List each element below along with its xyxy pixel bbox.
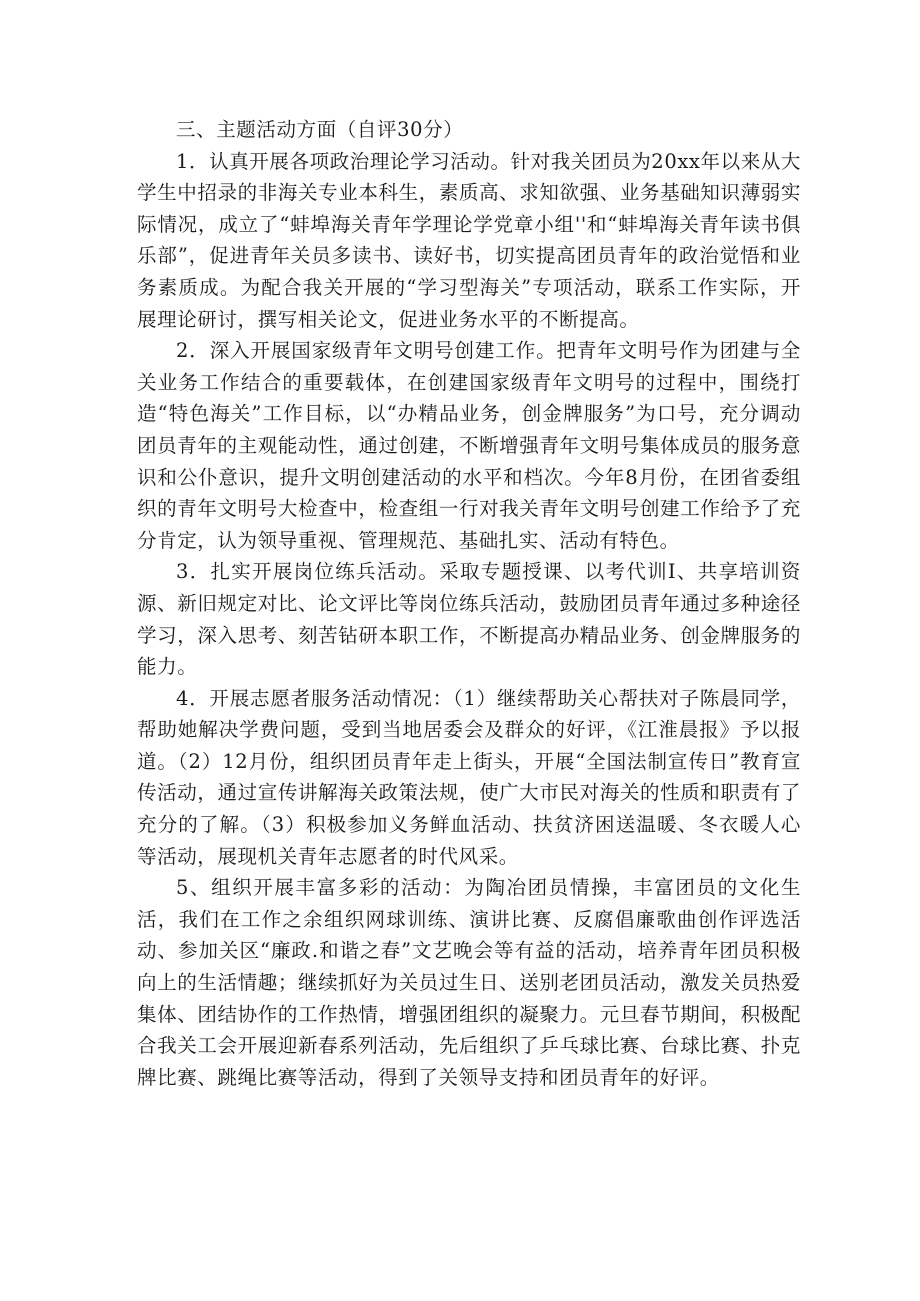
paragraph-2: 2．深入开展国家级青年文明号创建工作。把青年文明号作为团建与全关业务工作结合的重要载体，在创建国家级青年文明号的过程中，围绕打造“特色海关”工作目标，以“办精品业务，创金牌服务”为口号，充分调动团员青年的主观能动性，通过创建，不断增强青年文明号集体成员的服务意识和公仆意识，提升文明创建活动的水平和档次。今年8月份，在团省委组织的青年文明号大检查中，检查组一行对我关青年文明号创建工作给予了充分肯定，认为领导重视、管理规范、基础扎实、活动有特色。 bbox=[137, 339, 801, 552]
section-heading: 三、主题活动方面（自评30分） bbox=[176, 118, 464, 141]
paragraph-3: 3．扎实开展岗位练兵活动。采取专题授课、以考代训Ⅰ、共享培训资源、新旧规定对比、论文评比等岗位练兵活动，鼓励团员青年通过多种途径学习，深入思考、刻苦钻研本职工作，不断提高办精品业务、创金牌服务的能力。 bbox=[137, 560, 801, 679]
paragraph-4: 4．开展志愿者服务活动情况：（1）继续帮助关心帮扶对子陈晨同学，帮助她解决学费问题，受到当地居委会及群众的好评，《江淮晨报》予以报道。（2）12月份，组织团员青年走上街头，开展“全国法制宣传日”教育宣传活动，通过宣传讲解海关政策法规，使广大市民对海关的性质和职责有了充分的了解。（3）积极参加义务鲜血活动、扶贫济困送温暖、冬衣暖人心等活动，展现机关青年志愿者的时代风采。 bbox=[137, 686, 801, 868]
paragraph-5: 5、组织开展丰富多彩的活动：为陶冶团员情操，丰富团员的文化生活，我们在工作之余组织网球训练、演讲比赛、反腐倡廉歌曲创作评选活动、参加关区“廉政.和谐之春”文艺晚会等有益的活动，培养青年团员积极向上的生活情趣；继续抓好为关员过生日、送别老团员活动，激发关员热爱集体、团结协作的工作热情，增强团组织的凝聚力。元旦春节期间，积极配合我关工会开展迎新春系列活动，先后组织了乒乓球比赛、台球比赛、扑克牌比赛、跳绳比赛等活动，得到了关领导支持和团员青年的好评。 bbox=[137, 876, 801, 1089]
paragraph-1: 1．认真开展各项政治理论学习活动。针对我关团员为20xx年以来从大学生中招录的非海关专业本科生，素质高、求知欲强、业务基础知识薄弱实际情况，成立了“蚌埠海关青年学理论学党章小组''和“蚌埠海关青年读书俱乐部”，促进青年关员多读书、读好书，切实提高团员青年的政治觉悟和业务素质成。为配合我关开展的“学习型海关”专项活动，联系工作实际，开展理论研讨，撰写相关论文，促进业务水平的不断提高。 bbox=[137, 149, 802, 331]
document-body bbox=[137, 114, 801, 1093]
